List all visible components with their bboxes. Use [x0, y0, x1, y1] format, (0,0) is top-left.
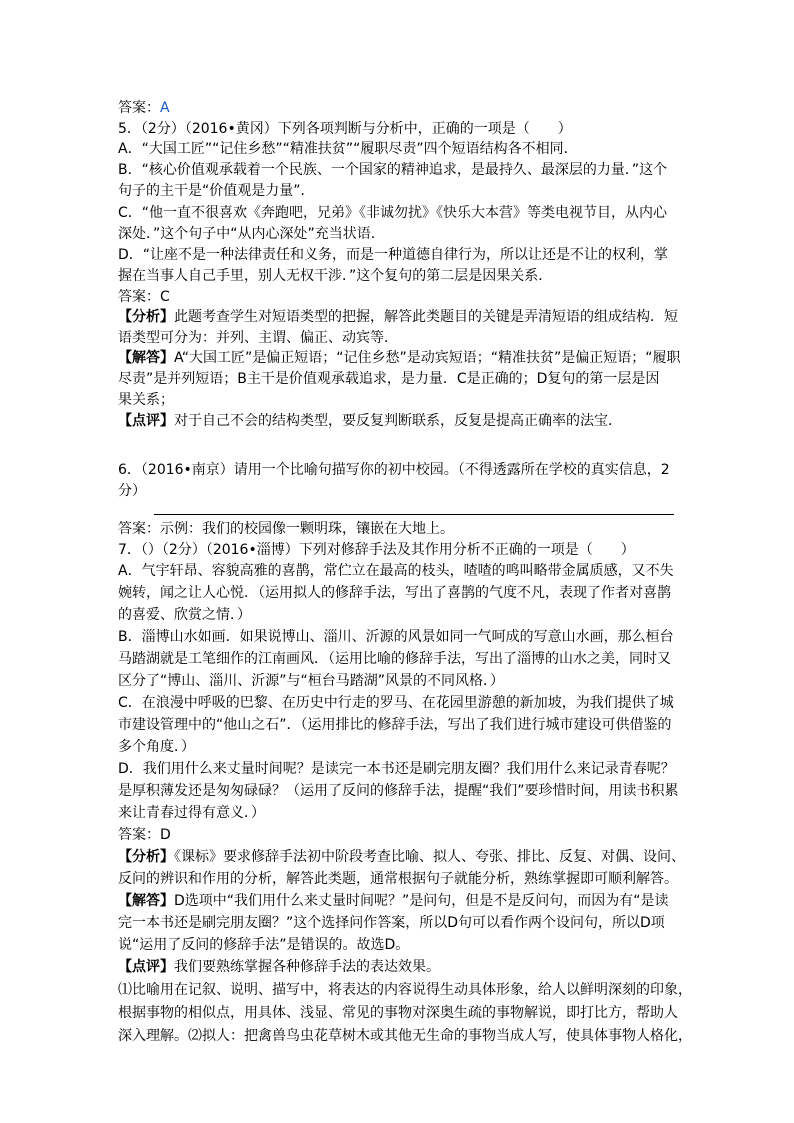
q7-option-a: A．气宇轩昂、容貌高雅的喜鹊，常伫立在最高的枝头，喳喳的鸣叫略带金属质感，又不失 [118, 563, 674, 579]
q5-solution: 【解答】A“大国工匠”是偏正短语；“记住乡愁”是动宾短语；“精准扶贫”是偏正短语；“履职 [118, 350, 681, 366]
q7-option-b-cont2: 区分了“博山、淄川、沂源”与“桓台马踏湖”风景的不同风格．） [118, 673, 505, 689]
q6-stem-cont: 分） [118, 483, 146, 499]
q7-option-d-cont2: 来让青春过得有意义．） [118, 805, 265, 821]
q5-solution-cont1: 尽责”是并列短语；B主干是价值观承载追求，是力量．C是正确的；D复句的第一层是因 [118, 371, 660, 387]
q7-answer: 答案：D [118, 827, 171, 843]
q7-option-c-cont1: 市建设管理中的“他山之石”．（运用排比的修辞手法，写出了我们进行城市建设可供借鉴的 [118, 717, 672, 733]
q7-stem: 7．（）（2分）（2016•淄博）下列对修辞手法及其作用分析不正确的一项是（ ） [118, 542, 635, 558]
q7-option-b-cont1: 马踏湖就是工笔细作的江南画风．（运用比喻的修辞手法，写出了淄博的山水之美，同时又 [118, 651, 671, 667]
q7-solution: 【解答】D选项中“我们用什么来丈量时间呢？”是问句，但是不是反问句，而因为有“是读 [118, 893, 669, 909]
q5-answer: 答案：C [118, 289, 170, 305]
q7-option-a-cont1: 婉转，闻之让人心悦．（运用拟人的修辞手法，写出了喜鹊的气度不凡，表现了作者对喜鹊 [118, 585, 671, 601]
q7-option-c: C．在浪漫中呼吸的巴黎、在历史中行走的罗马、在花园里游憩的新加坡，为我们提供了城 [118, 695, 674, 711]
q5-option-a: A．“大国工匠”“记住乡愁”“精准扶贫”“履职尽责”四个短语结构各不相同． [118, 141, 578, 157]
q6-answer: 答案：示例：我们的校园像一颗明珠，镶嵌在大地上。 [118, 521, 454, 537]
q5-option-b: B．“核心价值观承载着一个民族、一个国家的精神追求，是最持久、最深层的力量．”这个 [118, 162, 668, 178]
q7-analysis: 【分析】《课标》要求修辞手法初中阶段考查比喻、拟人、夸张、排比、反复、对偶、设问、 [118, 849, 685, 865]
q7-solution-cont1: 完一本书还是刷完朋友圈？”这个选择问作答案，所以D句可以看作两个设问句，所以D项 [118, 915, 665, 931]
q5-option-d-cont: 握在当事人自己手里，别人无权干涉．”这个复句的第二层是因果关系． [118, 268, 553, 284]
q7-solution-cont2: 说“运用了反问的修辞手法”是错误的。故选D。 [118, 937, 410, 953]
q7-comment: 【点评】我们要熟练掌握各种修辞手法的表达效果。 [118, 959, 440, 975]
previous-answer: 答案：A [118, 100, 170, 116]
q5-option-c-cont: 深处．”这个句子中“从内心深处”充当状语． [118, 226, 385, 242]
q7-note-1: ⑴比喻用在记叙、说明、描写中，将表达的内容说得生动具体形象，给人以鲜明深刻的印象， [118, 982, 692, 998]
answer-blank-line [154, 514, 674, 515]
q5-solution-cont2: 果关系； [118, 392, 174, 408]
q7-option-a-cont2: 的喜爱、欣赏之情．） [118, 607, 251, 623]
q7-note-3: 深入理解。⑵拟人：把禽兽鸟虫花草树木或其他无生命的事物当成人写，使具体事物人格化， [118, 1028, 692, 1044]
q6-stem: 6．（2016•南京）请用一个比喻句描写你的初中校园。（不得透露所在学校的真实信息，2 [118, 462, 670, 478]
q7-note-2: 根据事物的相似点，用具体、浅显、常见的事物对深奥生疏的事物解说，即打比方，帮助人 [118, 1005, 678, 1021]
q5-option-c: C．“他一直不很喜欢《奔跑吧，兄弟》《非诚勿扰》《快乐大本营》等类电视节目，从内心 [118, 205, 668, 221]
q5-option-b-cont: 句子的主干是“价值观是力量”． [118, 183, 315, 199]
q5-stem: 5．（2分）（2016•黄冈）下列各项判断与分析中，正确的一项是（ ） [118, 121, 572, 137]
q7-option-c-cont2: 多个角度．） [118, 739, 195, 755]
q7-option-d: D．我们用什么来丈量时间呢？是读完一本书还是刷完朋友圈？我们用什么来记录青春呢？ [118, 761, 675, 777]
q5-option-d: D．“让座不是一种法律责任和义务，而是一种道德自律行为，所以让还是不让的权利，掌 [118, 247, 669, 263]
q5-analysis: 【分析】此题考查学生对短语类型的把握，解答此类题目的关键是弄清短语的组成结构．短 [118, 309, 678, 325]
q7-option-d-cont1: 是厚积薄发还是匆匆碌碌？（运用了反问的修辞手法，提醒“我们”要珍惜时间，用读书积累 [118, 783, 679, 799]
q5-analysis-cont: 语类型可分为：并列、主谓、偏正、动宾等． [118, 330, 398, 346]
q5-comment: 【点评】对于自己不会的结构类型，要反复判断联系，反复是提高正确率的法宝． [118, 413, 622, 429]
q7-option-b: B．淄博山水如画．如果说博山、淄川、沂源的风景如同一气呵成的写意山水画，那么桓台 [118, 629, 674, 645]
q7-analysis-cont: 反问的辨识和作用的分析，解答此类题，通常根据句子就能分析，熟练掌握即可顺利解答。 [118, 871, 678, 887]
